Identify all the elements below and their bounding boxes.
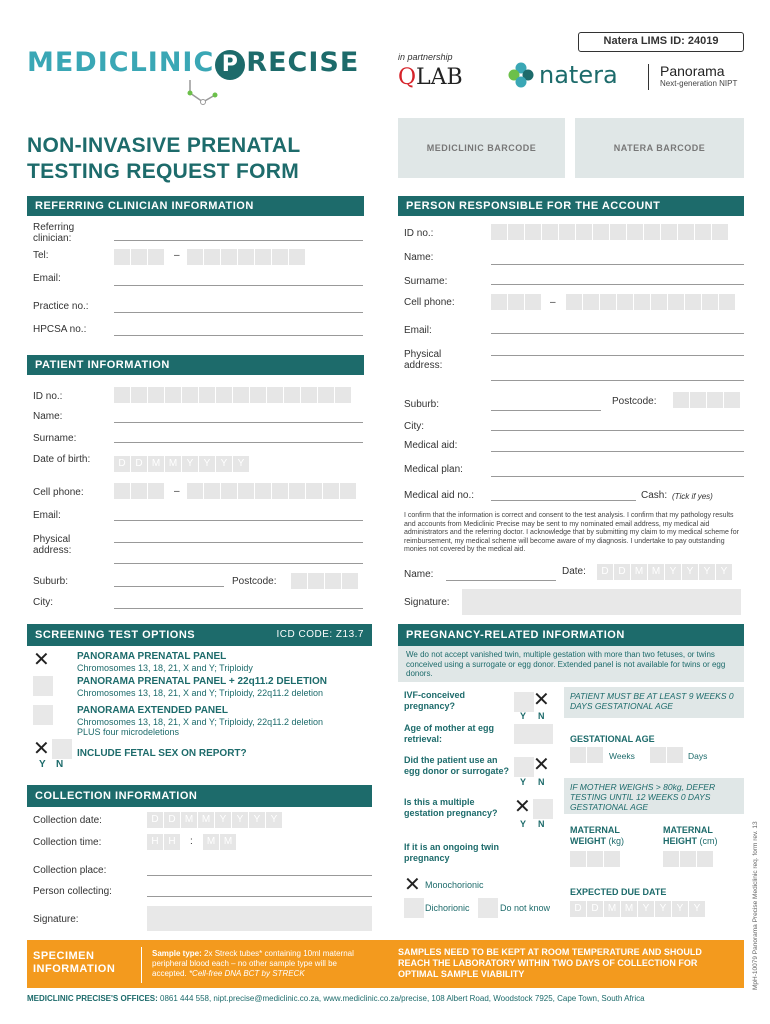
practice-label: Practice no.:: [33, 301, 89, 312]
patient-header: PATIENT INFORMATION: [27, 355, 364, 375]
donor-y: Y: [520, 777, 527, 787]
di-checkbox[interactable]: [404, 898, 424, 918]
account-city-label: City:: [404, 421, 424, 432]
account-address-label: Physical address:: [404, 349, 443, 371]
donor-label: Did the patient use an egg donor or surrogate?: [404, 755, 510, 776]
tel-label: Tel:: [33, 250, 49, 261]
account-surname-label: Surname:: [404, 276, 448, 287]
person-collecting-field[interactable]: [147, 896, 372, 897]
consent-date-field[interactable]: D D M M Y Y Y Y: [597, 564, 732, 580]
mediclinic-barcode-box[interactable]: MEDICLINIC BARCODE: [398, 118, 565, 178]
multiple-no-checkbox[interactable]: [533, 799, 553, 819]
specimen-title: SPECIMEN INFORMATION: [33, 950, 116, 975]
tel-area-field[interactable]: [114, 249, 164, 265]
patient-address-label: Physical address:: [33, 534, 72, 556]
maternal-height-label: MATERNAL HEIGHT (cm): [663, 825, 718, 846]
form-title: NON-INVASIVE PRENATAL TESTING REQUEST FORM: [27, 134, 301, 183]
time-separator: :: [190, 836, 193, 847]
consent-name-field[interactable]: [446, 580, 556, 581]
patient-address-field-2[interactable]: [114, 563, 363, 564]
tel-number-field[interactable]: [187, 249, 305, 265]
must-note: PATIENT MUST BE AT LEAST 9 WEEKS 0 DAYS GESTATIONAL AGE: [564, 687, 744, 718]
multiple-y: Y: [520, 819, 527, 829]
practice-field[interactable]: [114, 312, 363, 313]
days-label: Days: [688, 751, 708, 761]
dob-field[interactable]: D D M M Y Y Y Y: [114, 456, 249, 472]
weeks-label: Weeks: [609, 751, 635, 761]
maternal-weight-field[interactable]: [570, 851, 620, 867]
account-signature-field[interactable]: [462, 589, 741, 615]
medical-aid-no-field[interactable]: [491, 500, 636, 501]
twin-label: If it is an ongoing twin pregnancy: [404, 842, 499, 863]
patient-surname-field[interactable]: [114, 442, 363, 443]
weigh-note: IF MOTHER WEIGHS > 80kg, DEFER TESTING UNTIL 12 WEEKS 0 DAYS GESTATIONAL AGE: [564, 778, 744, 814]
account-city-field[interactable]: [491, 430, 744, 431]
referring-clinician-label: Referring clinician:: [33, 222, 75, 244]
consent-name-label: Name:: [404, 569, 434, 580]
collection-date-field[interactable]: D D M M Y Y Y Y: [147, 812, 282, 828]
fetal-sex-no-checkbox[interactable]: [52, 739, 72, 759]
patient-id-field[interactable]: [114, 387, 351, 403]
pregnancy-note: We do not accept vanished twin, multiple gestation with more than two fetuses, or twins conceived using a surrogate or egg donor. Extended panel is not available for twins or egg donors.: [398, 646, 744, 682]
collection-date-label: Collection date:: [33, 815, 102, 826]
collection-place-label: Collection place:: [33, 865, 107, 876]
natera-logo: natera: [508, 61, 618, 89]
collection-header: COLLECTION INFORMATION: [27, 785, 372, 807]
di-label: Dichorionic: [425, 903, 470, 913]
mediclinic-precise-logo: MEDICLINIC P RECISE: [27, 47, 360, 78]
maternal-weight-label: MATERNAL WEIGHT (kg): [570, 825, 625, 846]
multiple-label: Is this a multiple gestation pregnancy?: [404, 797, 498, 818]
maternal-height-field[interactable]: [663, 851, 713, 867]
opt3-sub: Chromosomes 13, 18, 21, X and Y; Triploidy, 22q11.2 deletion: [77, 717, 324, 727]
pregnancy-header: PREGNANCY-RELATED INFORMATION: [398, 624, 744, 646]
account-header: PERSON RESPONSIBLE FOR THE ACCOUNT: [398, 196, 744, 216]
patient-surname-label: Surname:: [33, 433, 77, 444]
account-signature-label: Signature:: [404, 597, 450, 608]
clinician-email-label: Email:: [33, 273, 61, 284]
fetal-sex-n: N: [56, 759, 64, 770]
multiple-yes-checkbox[interactable]: ✕: [514, 796, 531, 818]
partnership-text: in partnership: [398, 52, 453, 62]
ivf-y: Y: [520, 711, 527, 721]
referring-clinician-field[interactable]: [114, 240, 363, 241]
account-address-field-1[interactable]: [491, 355, 744, 356]
patient-postcode-field[interactable]: [291, 573, 358, 589]
donor-n: N: [538, 777, 545, 787]
account-postcode-field[interactable]: [673, 392, 740, 408]
patient-city-field[interactable]: [114, 608, 363, 609]
consent-text: I confirm that the information is correct and consent to the test analysis. I confirm that my pathology results and accounts from Mediclinic Precise may be sent to my nominated email address, my medical aid administrators and the referring doctor. I acknowledge that by submitting my claim to my medical scheme for reimbursement, my medical scheme will become aware of my diagnosis. I undertake to pay outstanding monies not covered by the medical aid.: [404, 512, 739, 553]
opt1-title: PANORAMA PRENATAL PANEL: [77, 651, 227, 662]
opt2-checkbox[interactable]: [33, 676, 53, 696]
fetal-sex-y: Y: [39, 759, 46, 770]
account-cell-label: Cell phone:: [404, 297, 455, 308]
medical-aid-field[interactable]: [491, 451, 744, 452]
account-cell-area-field[interactable]: [491, 294, 541, 310]
logo-hexagon-icon: [185, 78, 227, 108]
patient-address-field-1[interactable]: [114, 542, 363, 543]
specimen-type: Sample type: 2x Streck tubes* containing 10ml maternal peripheral blood each – no other sample type will be accepted. *Cell-free DNA BCT by STRECK: [152, 949, 354, 978]
opt1-checkbox[interactable]: ✕: [33, 649, 50, 671]
account-name-label: Name:: [404, 252, 434, 263]
account-address-field-2[interactable]: [491, 380, 744, 381]
patient-name-field[interactable]: [114, 422, 363, 423]
collection-signature-field[interactable]: [147, 906, 372, 931]
mono-checkbox[interactable]: ✕: [404, 874, 421, 896]
ga-days-field[interactable]: [650, 747, 683, 763]
patient-email-label: Email:: [33, 510, 61, 521]
fetal-sex-yes-checkbox[interactable]: ✕: [33, 738, 50, 760]
medical-plan-field[interactable]: [491, 476, 744, 477]
account-id-field[interactable]: [491, 224, 728, 240]
donor-no-checkbox[interactable]: ✕: [533, 754, 550, 776]
dnk-checkbox[interactable]: [478, 898, 498, 918]
medical-aid-label: Medical aid:: [404, 440, 458, 451]
patient-email-field[interactable]: [114, 520, 363, 521]
age-label: Age of mother at egg retrieval:: [404, 723, 495, 744]
patient-city-label: City:: [33, 597, 53, 608]
consent-date-label: Date:: [562, 566, 586, 577]
tel-dash: –: [174, 250, 180, 261]
collection-minute-field[interactable]: M M: [203, 834, 236, 850]
donor-yes-checkbox[interactable]: [514, 757, 534, 777]
age-field-1[interactable]: [514, 724, 534, 744]
clinician-email-field[interactable]: [114, 285, 363, 286]
patient-cell-dash: –: [174, 486, 180, 497]
samples-note: SAMPLES NEED TO BE KEPT AT ROOM TEMPERATURE AND SHOULD REACH THE LABORATORY WITHIN TWO DAYS OF COLLECTION FOR OPTIMAL SAMPLE VIABILITY: [398, 947, 702, 979]
ga-label: GESTATIONAL AGE: [570, 734, 655, 744]
account-surname-field[interactable]: [491, 284, 744, 285]
footer: MEDICLINIC PRECISE'S OFFICES: 0861 444 558, nipt.precise@mediclinic.co.za, www.mediclinic.co.za/precise, 108 Albert Road, Woodstock 7925, Cape Town, South Africa: [27, 994, 645, 1003]
ivf-yes-checkbox[interactable]: [514, 692, 534, 712]
panorama-logo: Panorama Next-generation NIPT: [660, 63, 738, 88]
medical-aid-no-label: Medical aid no.:: [404, 490, 475, 501]
ivf-n: N: [538, 711, 545, 721]
opt3-sub2: PLUS four microdeletions: [77, 727, 180, 737]
side-reference: MpH-10079 Panorama Precise Mediclinic req. form rev. 13: [752, 821, 759, 990]
opt2-sub: Chromosomes 13, 18, 21, X and Y; Triploidy, 22q11.2 deletion: [77, 688, 324, 698]
dnk-label: Do not know: [500, 903, 551, 913]
opt1-sub: Chromosomes 13, 18, 21, X and Y; Triploidy: [77, 663, 253, 673]
natera-flower-icon: [508, 62, 534, 88]
opt4-title: INCLUDE FETAL SEX ON REPORT?: [77, 748, 247, 759]
cash-label: Cash:: [641, 490, 668, 501]
account-suburb-field[interactable]: [491, 410, 601, 411]
natera-barcode-box[interactable]: NATERA BARCODE: [575, 118, 744, 178]
qlab-logo: QLAB: [398, 65, 463, 90]
ivf-label: IVF-conceived pregnancy?: [404, 690, 466, 711]
account-name-field[interactable]: [491, 264, 744, 265]
ga-weeks-field[interactable]: [570, 747, 603, 763]
collection-place-field[interactable]: [147, 875, 372, 876]
patient-postcode-label: Postcode:: [232, 576, 277, 587]
multiple-n: N: [538, 819, 545, 829]
patient-suburb-field[interactable]: [114, 586, 224, 587]
clinician-header: REFERRING CLINICIAN INFORMATION: [27, 196, 364, 216]
patient-name-label: Name:: [33, 411, 63, 422]
medical-plan-label: Medical plan:: [404, 464, 463, 475]
age-field-2[interactable]: [533, 724, 553, 744]
account-email-field[interactable]: [491, 333, 744, 334]
patient-cell-area-field[interactable]: [114, 483, 164, 499]
tick-note: (Tick if yes): [672, 492, 713, 501]
opt2-title: PANORAMA PRENATAL PANEL + 22q11.2 DELETION: [77, 676, 327, 687]
edd-field[interactable]: D D M M Y Y Y Y: [570, 901, 705, 917]
account-cell-number-field[interactable]: [566, 294, 735, 310]
account-email-label: Email:: [404, 325, 432, 336]
patient-id-label: ID no.:: [33, 391, 63, 402]
opt3-title: PANORAMA EXTENDED PANEL: [77, 705, 228, 716]
collection-time-label: Collection time:: [33, 837, 102, 848]
collection-hour-field[interactable]: H H: [147, 834, 180, 850]
hpcsa-field[interactable]: [114, 335, 363, 336]
opt3-checkbox[interactable]: [33, 705, 53, 725]
hpcsa-label: HPCSA no.:: [33, 324, 87, 335]
patient-suburb-label: Suburb:: [33, 576, 69, 587]
mono-label: Monochorionic: [425, 880, 484, 890]
patient-cell-label: Cell phone:: [33, 487, 84, 498]
patient-cell-number-field[interactable]: [187, 483, 356, 499]
account-cell-dash: –: [550, 297, 556, 308]
dob-label: Date of birth:: [33, 454, 91, 465]
lims-id: Natera LIMS ID: 24019: [578, 32, 744, 52]
collection-signature-label: Signature:: [33, 914, 79, 925]
account-suburb-label: Suburb:: [404, 399, 440, 410]
account-postcode-label: Postcode:: [612, 396, 657, 407]
person-collecting-label: Person collecting:: [33, 886, 112, 897]
ivf-no-checkbox[interactable]: ✕: [533, 689, 550, 711]
edd-label: EXPECTED DUE DATE: [570, 887, 667, 897]
screening-header: SCREENING TEST OPTIONS ICD CODE: Z13.7: [27, 624, 372, 646]
account-id-label: ID no.:: [404, 228, 434, 239]
